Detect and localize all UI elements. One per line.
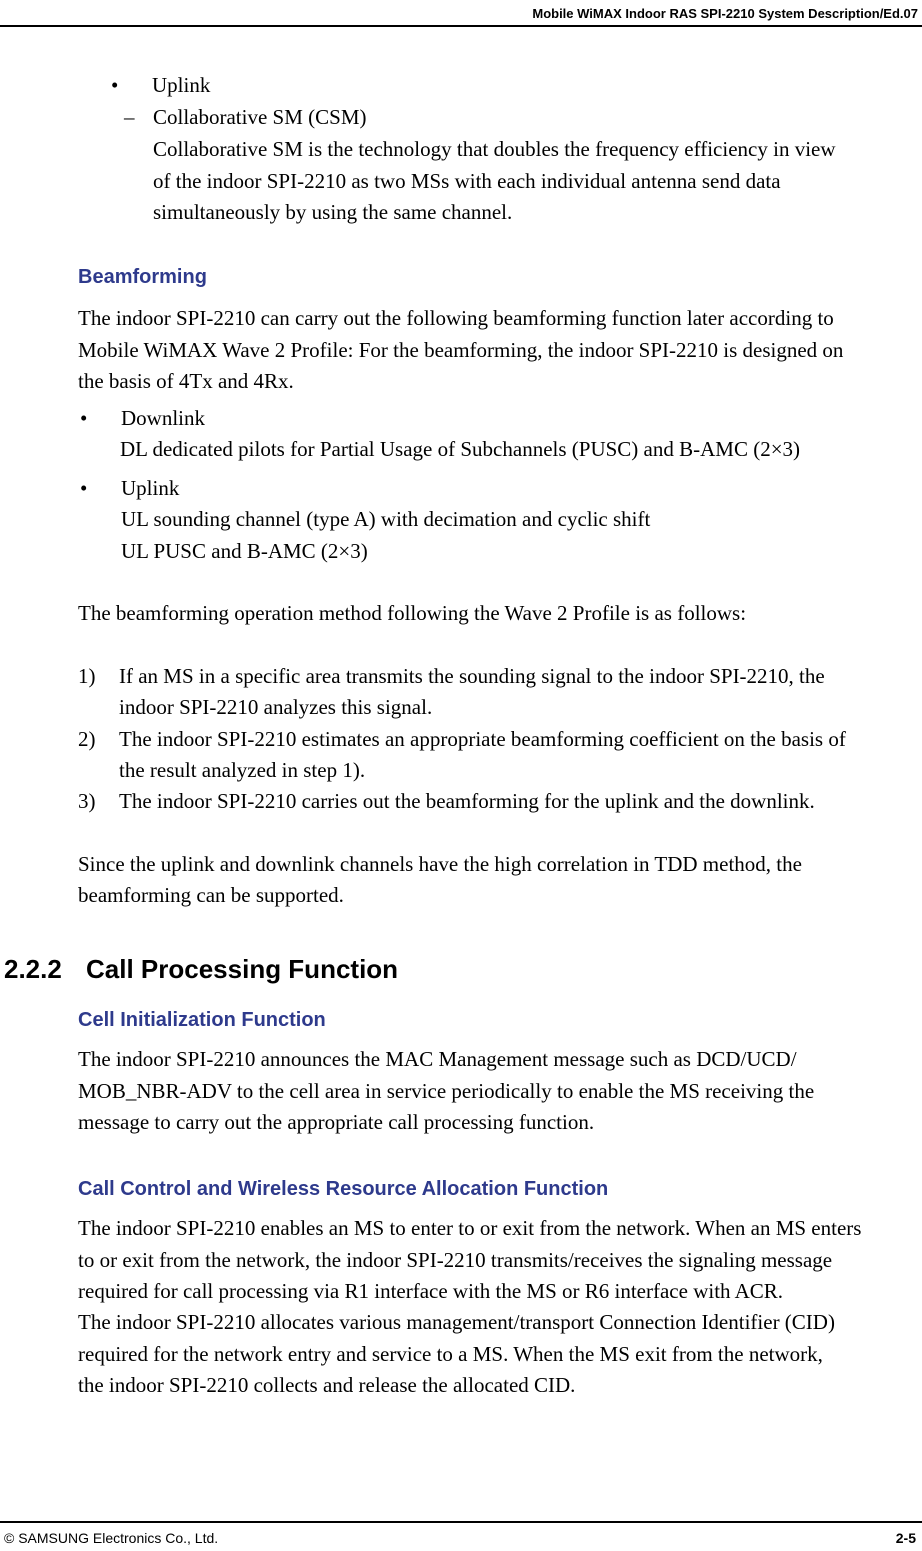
beamforming-heading: Beamforming bbox=[78, 266, 207, 288]
step-text: The indoor SPI-2210 estimates an appropriate beamforming coefficient on the basis of bbox=[119, 727, 846, 751]
footer-rule bbox=[0, 1521, 922, 1523]
csm-line: of the indoor SPI-2210 as two MSs with each individual antenna send data bbox=[153, 169, 781, 193]
call-control-line: to or exit from the network, the indoor SPI-2210 transmits/receives the signaling message bbox=[78, 1248, 833, 1272]
bullet: • bbox=[80, 406, 88, 430]
csm-title: Collaborative SM (CSM) bbox=[153, 105, 367, 129]
call-control-line: The indoor SPI-2210 enables an MS to enter to or exit from the network. When an MS enters bbox=[78, 1216, 862, 1240]
uplink-line: UL PUSC and B-AMC (2×3) bbox=[121, 539, 368, 563]
call-control-line: the indoor SPI-2210 collects and release the allocated CID. bbox=[78, 1373, 576, 1397]
cell-init-line: MOB_NBR-ADV to the cell area in service periodically to enable the MS receiving the bbox=[78, 1079, 815, 1103]
call-control-heading: Call Control and Wireless Resource Allocation Function bbox=[78, 1178, 609, 1200]
dash-marker: – bbox=[124, 105, 135, 129]
bullet: • bbox=[111, 73, 119, 97]
running-header: Mobile WiMAX Indoor RAS SPI-2210 System Description/Ed.07 bbox=[532, 6, 918, 21]
cell-init-heading: Cell Initialization Function bbox=[78, 1009, 326, 1031]
call-control-line: The indoor SPI-2210 allocates various management/transport Connection Identifier (CID) bbox=[78, 1310, 835, 1334]
uplink-label: Uplink bbox=[121, 476, 180, 500]
footer-copyright: © SAMSUNG Electronics Co., Ltd. bbox=[4, 1530, 219, 1546]
closing-line: beamforming can be supported. bbox=[78, 883, 344, 907]
step-number: 1) bbox=[78, 664, 96, 688]
beamforming-intro-line: The indoor SPI-2210 can carry out the following beamforming function later according to bbox=[78, 306, 834, 330]
step-number: 3) bbox=[78, 789, 96, 813]
call-control-line: required for the network entry and service to a MS. When the MS exit from the network, bbox=[78, 1342, 823, 1366]
cell-init-line: message to carry out the appropriate call processing function. bbox=[78, 1110, 595, 1134]
closing-line: Since the uplink and downlink channels have the high correlation in TDD method, the bbox=[78, 852, 802, 876]
step-text: The indoor SPI-2210 carries out the beamforming for the uplink and the downlink. bbox=[119, 789, 815, 813]
cell-init-line: The indoor SPI-2210 announces the MAC Management message such as DCD/UCD/ bbox=[78, 1047, 797, 1071]
uplink-line: UL sounding channel (type A) with decimation and cyclic shift bbox=[121, 507, 651, 531]
step-text: the result analyzed in step 1). bbox=[119, 758, 366, 782]
method-intro: The beamforming operation method following the Wave 2 Profile is as follows: bbox=[78, 601, 747, 625]
beamforming-intro-line: Mobile WiMAX Wave 2 Profile: For the beamforming, the indoor SPI-2210 is designed on bbox=[78, 338, 844, 362]
step-number: 2) bbox=[78, 727, 96, 751]
page-number: 2-5 bbox=[895, 1530, 916, 1546]
section-title: Call Processing Function bbox=[86, 954, 399, 984]
call-control-line: required for call processing via R1 interface with the MS or R6 interface with ACR. bbox=[78, 1279, 784, 1303]
downlink-label: Downlink bbox=[121, 406, 205, 430]
step-text: indoor SPI-2210 analyzes this signal. bbox=[119, 695, 433, 719]
downlink-text: DL dedicated pilots for Partial Usage of Subchannels (PUSC) and B-AMC (2×3) bbox=[120, 437, 801, 461]
bullet-label-uplink: Uplink bbox=[152, 73, 211, 97]
beamforming-intro-line: the basis of 4Tx and 4Rx. bbox=[78, 369, 294, 393]
csm-line: simultaneously by using the same channel. bbox=[153, 200, 513, 224]
section-number: 2.2.2 bbox=[4, 954, 62, 984]
header-rule bbox=[0, 25, 922, 27]
step-text: If an MS in a specific area transmits the sounding signal to the indoor SPI-2210, the bbox=[119, 664, 825, 688]
csm-line: Collaborative SM is the technology that doubles the frequency efficiency in view bbox=[153, 137, 836, 161]
bullet: • bbox=[80, 476, 88, 500]
